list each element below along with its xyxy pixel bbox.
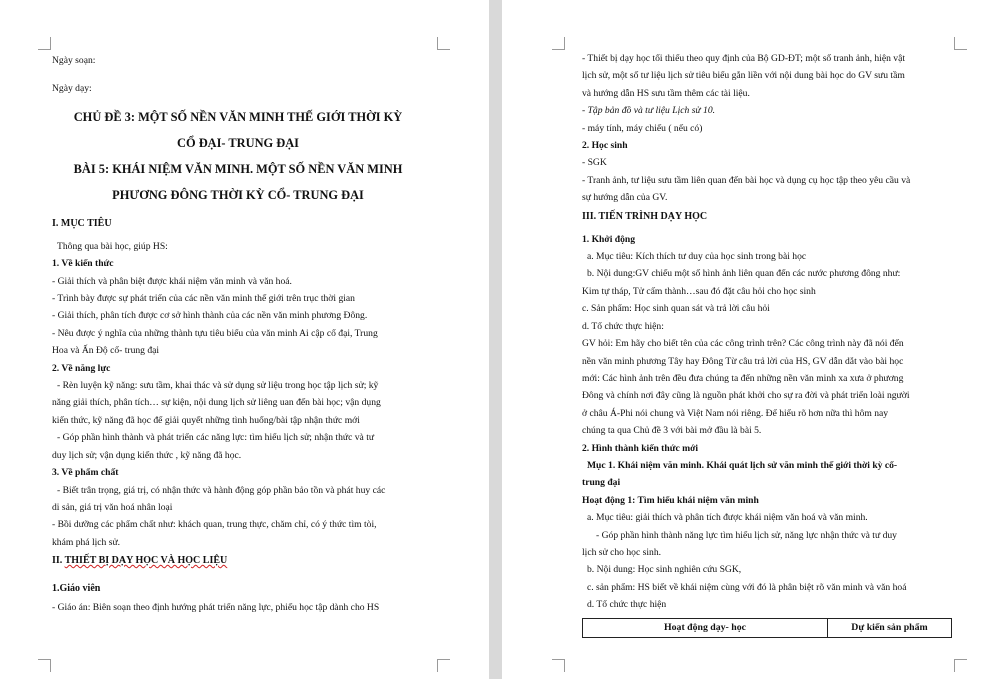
form-knowledge-heading: 2. Hình thành kiến thức mới	[582, 442, 699, 454]
topic-title-cont: CỔ ĐẠI- TRUNG ĐẠI	[177, 135, 299, 150]
document-page-right	[502, 0, 984, 679]
quality-item: - Biết trân trọng, giá trị, có nhận thức và hành động góp phần bảo tồn và phát huy các	[57, 484, 386, 496]
page-gutter	[489, 0, 502, 679]
quality-heading: 3. Về phẩm chất	[52, 467, 119, 479]
page-corner-marker	[954, 659, 967, 672]
table-header-row	[583, 618, 952, 637]
quality-item: - Bồi dưỡng các phẩm chất như: khách quan, trung thực, chăm chỉ, có ý thức tìm tòi,	[52, 519, 377, 531]
student-item: - Tranh ảnh, tư liệu sưu tầm liên quan đến bài học và dụng cụ học tập theo yêu cầu và	[582, 174, 911, 186]
section-number: II.	[52, 555, 65, 567]
intro-text: Thông qua bài học, giúp HS:	[57, 240, 168, 252]
activity1-item: a. Mục tiêu: giải thích và phân tích được khái niệm văn hoá và văn minh.	[587, 512, 868, 524]
start-item: d. Tổ chức thực hiện:	[582, 320, 664, 332]
knowledge-item-cont: Hoa và Ấn Độ cổ- trung đại	[52, 345, 160, 357]
quality-item-cont: khám phá lịch sử.	[52, 536, 121, 548]
activity1-item: - Góp phần hình thành năng lực tìm hiểu lịch sử, năng lực nhận thức và tư duy	[596, 529, 897, 541]
teacher-question: GV hỏi: Em hãy cho biết tên của các công trình trên? Các công trình này đã nói đến	[582, 338, 904, 350]
lesson-title-cont: PHƯƠNG ĐÔNG THỜI KỲ CỔ- TRUNG ĐẠI	[112, 187, 364, 202]
section-heading-objectives: I. MỤC TIÊU	[52, 217, 112, 229]
start-heading: 1. Khởi động	[582, 233, 636, 245]
page-text-body[interactable]	[52, 52, 424, 617]
start-item: b. Nội dung:GV chiếu một số hình ảnh liên quan đến các nước phương đông như:	[587, 268, 901, 280]
equipment-item-cont: và hướng dẫn HS sưu tầm thêm các tài liệu.	[582, 87, 750, 99]
start-item: c. Sản phẩm: Học sinh quan sát và trả lời câu hỏi	[582, 303, 770, 315]
lesson-title: BÀI 5: KHÁI NIỆM VĂN MINH. MỘT SỐ NỀN VĂN MINH	[73, 161, 403, 176]
section-heading-process: III. TIẾN TRÌNH DẠY HỌC	[582, 210, 708, 222]
teacher-item: - Giáo án: Biên soạn theo định hướng phát triển năng lực, phiếu học tập dành cho HS	[52, 602, 380, 614]
page-corner-marker	[552, 37, 565, 50]
page-corner-marker	[437, 659, 450, 672]
table-header-cell: Hoạt động dạy- học	[583, 618, 828, 637]
knowledge-item: - Giải thích và phân biệt được khái niệm văn minh và văn hoá.	[52, 275, 292, 287]
start-item-cont: Kim tự tháp, Tử cấm thành…sau đó đặt câu hỏi cho học sinh	[582, 285, 816, 297]
document-page-left	[0, 0, 489, 679]
section-title-underlined: THIẾT BỊ DẠY HỌC VÀ HỌC LIỆU	[64, 555, 228, 567]
preparation-date: Ngày soạn:	[52, 55, 96, 66]
knowledge-heading: 1. Về kiến thức	[52, 258, 114, 270]
teacher-question-cont: mới: Các hình ảnh trên đều đưa chúng ta đến những nền văn minh xa xưa ở phương	[582, 372, 904, 384]
section-heading-equipment	[52, 551, 424, 571]
equipment-item: - máy tính, máy chiếu ( nếu có)	[582, 122, 703, 134]
teacher-question-cont: Đông và chính nơi đây cũng là nguồn phát khởi cho sự ra đời và phát triển loài người	[582, 390, 910, 402]
teacher-heading: 1.Giáo viên	[52, 583, 101, 595]
skill-item-cont: duy lịch sử; vận dụng kiến thức , kỹ năng đã học.	[52, 449, 242, 461]
quality-item-cont: di sản, giá trị văn hoá nhân loại	[52, 501, 173, 513]
teacher-question-cont: nền văn minh phương Tây hay Đông Từ câu trả lời của HS, GV dẫn dắt vào bài học	[582, 355, 904, 367]
table-header-cell: Dự kiến sản phẩm	[828, 618, 952, 637]
skill-heading: 2. Về năng lực	[52, 362, 111, 374]
equipment-item: - Tập bản đồ và tư liệu Lịch sử 10.	[582, 105, 716, 117]
teacher-question-cont: chúng ta qua Chủ đề 3 với bài mở đầu là bài 5.	[582, 425, 762, 437]
item1-heading-cont: trung đại	[582, 477, 621, 489]
item1-heading: Mục 1. Khái niệm văn minh. Khái quát lịch sử văn minh thế giới thời kỳ cổ-	[587, 459, 898, 471]
teacher-question-cont: ở châu Á-Phi nói chung và Việt Nam nói riêng. Để hiểu rõ hơn nữa thì hôm nay	[582, 407, 889, 419]
activity1-item-cont: lịch sử cho học sinh.	[582, 546, 662, 558]
equipment-item: - Thiết bị dạy học tối thiểu theo quy định của Bộ GD-ĐT; một số tranh ảnh, hiện vật	[582, 53, 906, 64]
knowledge-item: - Nêu được ý nghĩa của những thành tựu tiêu biểu của văn minh Ai cập cổ đại, Trung	[52, 327, 378, 339]
knowledge-item: - Trình bày được sự phát triển của các nền văn minh thế giới trên trục thời gian	[52, 293, 355, 305]
teaching-date: Ngày dạy:	[52, 83, 92, 95]
skill-item-cont: năng giải thích, phân tích… sự kiện, nội dung lịch sử liêng uan đến bài học; vận dụng	[52, 397, 381, 409]
page-corner-marker	[552, 659, 565, 672]
activity1-item: c. sản phẩm: HS biết về khái niệm cùng với đó là phân biệt rõ văn minh và văn hoá	[587, 581, 907, 593]
skill-item: - Góp phần hình thành và phát triển các năng lực: tìm hiểu lịch sử; nhận thức và tư	[57, 432, 375, 444]
page-corner-marker	[38, 37, 51, 50]
knowledge-item: - Giải thích, phân tích được cơ sở hình thành của các nền văn minh phương Đông.	[52, 310, 368, 322]
start-item: a. Mục tiêu: Kích thích tư duy của học sinh trong bài học	[587, 251, 807, 263]
activity1-item: b. Nội dung: Học sinh nghiên cứu SGK,	[587, 564, 742, 576]
student-heading: 2. Học sinh	[582, 140, 628, 152]
page-corner-marker	[954, 37, 967, 50]
activity-table	[582, 618, 952, 638]
skill-item-cont: kiến thức, kỹ năng đã học để giải quyết những tình huống/bài tập nhận thức mới	[52, 414, 360, 426]
activity1-item: d. Tổ chức thực hiện	[587, 599, 667, 611]
skill-item: - Rèn luyện kỹ năng: sưu tầm, khai thác và sử dụng sử liệu trong học tập lịch sử; kỹ	[57, 380, 379, 392]
topic-title: CHỦ ĐỀ 3: MỘT SỐ NỀN VĂN MINH THẾ GIỚI THỜI KỲ	[73, 109, 403, 124]
page-corner-marker	[437, 37, 450, 50]
activity1-heading: Hoạt động 1: Tìm hiểu khái niệm văn minh	[582, 494, 759, 506]
student-item-cont: sự hướng dẫn của GV.	[582, 192, 668, 204]
page-corner-marker	[38, 659, 51, 672]
student-item: - SGK	[582, 157, 607, 169]
page-text-body[interactable]	[582, 50, 954, 638]
equipment-item-cont: lịch sử, một số tư liệu lịch sử tiêu biểu gắn liền với nội dung bài học do GV sưu tầm	[582, 70, 905, 82]
